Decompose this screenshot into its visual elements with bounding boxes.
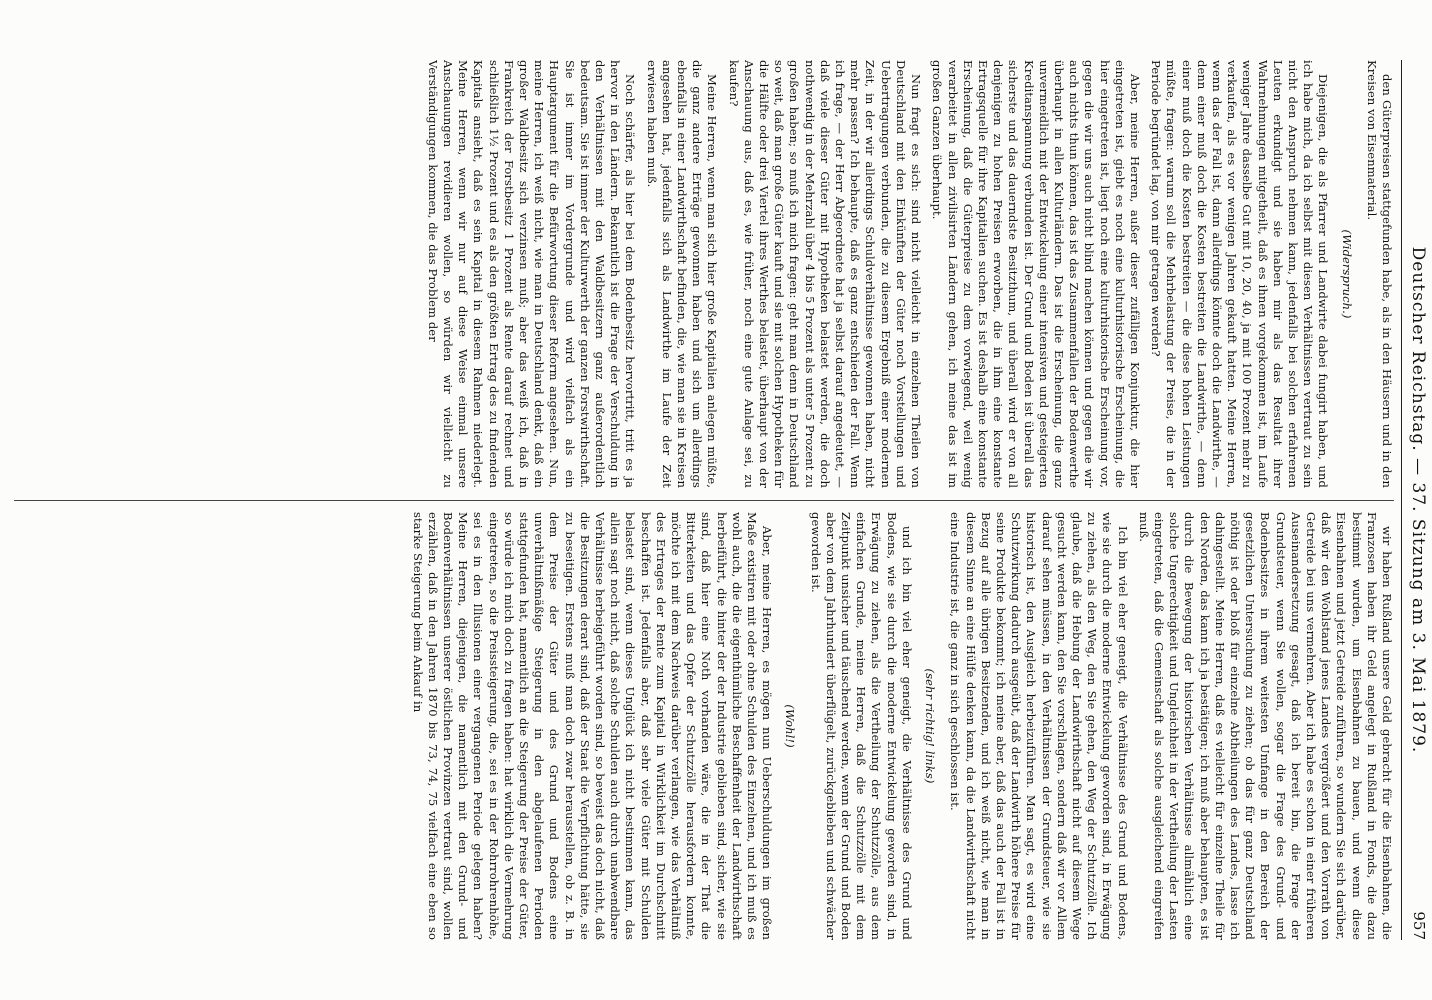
paragraph: und ich bin viel eher geneigt, die Verhältnisse des Grund und Bodens, wie sie durch die moderne Entwickelung geworden sind, in Erwägung zu ziehen, als die Vertheilung der Schutzzölle, aus dem einfachen Grunde, meine Herren, daß die Schutzzölle mit dem Zeitpunkt unsicher und täuschend werden, wenn der Grund und Boden aber von dem Jahrhundert überflügelt, zurückgeblieben und schwächer geworden ist.: [808, 512, 914, 940]
text-columns: [14, 60, 1394, 940]
paragraph: Diejenigen, die als Pfarrer und Landwirte dabei fungirt haben, und ich habe mich, da ich selbst mit diesen Verhältnissen vertraut zu sein nicht den Anspruch nehmen kann, jedenfalls bei solchen erfahrenen Leuten erkundigt und sie haben mir als das Resultat ihrer Wahrnehmungen mitgetheilt, daß es ihnen vorgekommen ist, im Laufe weniger Jahre dasselbe Gut mit 10, 20, 40, ja mit 100 Prozent mehr zu verkaufen, als es vor wenigen Jahren gekauft hatten. Meine Herren, wenn das der Fall ist, dann allerdings könnte doch die Landwirthe, — denn einer muß doch die Kosten bestreiten die Landwirthe, — denn einer muß doch die Kosten bestreiten — die diese hohen Leistungen müßte, fragen: warum soll die Mehrbelastung der Preise, die in der Periode begründet lag, von mir getragen werden?: [1149, 60, 1331, 488]
paragraph: Ich bin viel eher geneigt, die Verhältnisse des Grund und Bodens, wie sie durch die moderne Entwickelung geworden sind, in Erwägung zu ziehen, als den Weg, den Sie gehen, den Weg der Schutzzölle. Ich glaube, daß die Hebung der Landwirthschaft nicht auf diesem Wege gesucht werden kann, den Sie vorschlagen, sondern daß wir vor Allem darauf sehen müssen, in den Verhältnissen der Grundsteuer, wie sie historisch ist, den Ausgleich herbeizuführen. Man sagt, es wird eine Schutzwirkung dadurch ausgeübt, daß der Landwirth höhere Preise für seine Produkte bekommt; ich meine aber, daß das auch der Fall ist in Bezug auf alle übrigen Besitzenden, und ich weiß nicht, wie man in diesem Sinne an eine Hülfe denken kann, da die Landwirthschaft nicht eine Industrie ist, die ganz in sich geschlossen ist.: [948, 512, 1130, 940]
interjection: (Wohl!): [783, 704, 798, 748]
paragraph: Noch schärfer, als hier bei dem Bodenbesitz hervortritt, tritt es ja hervor in den Ländern. Bekanntlich ist die Frage der Verschuldung in den Verhältnissen mit den Waldbesitzern ganz außerordentlich bedeutsam. Sie ist immer der Kulturwerth der ganzen Forstwirthschaft. Sie ist immer im Vordergrunde und wird vielfach als ein Hauptargument für die Befürwortung dieser Reform angesehen. Nun, meine Herren, ich weiß nicht, wie man in Deutschland denkt, daß ein großer Waldbesitz sich verzinsen muß; aber das weiß ich, daß in Frankreich der Forstbesitz 1 Prozent als Rente darauf rechnet und schließlich 1½ Prozent und es als den größten Ertrag des zu findenden Kapitals ansieht, daß es sein Kapital in diesem Rahmen niederlegt. Meine Herren, wenn wir nur auf diese Weise einmal unsere Anschauungen revidieren wollen, so würden wir vielleicht zu Verständigungen kommen, die das Problem der: [425, 60, 638, 488]
running-title: Deutscher Reichstag. — 37. Sitzung am 3. Mai 1879.: [1408, 246, 1428, 754]
interjection: (sehr richtig! links): [923, 668, 938, 784]
left-column: [14, 60, 1394, 488]
right-column: [14, 512, 1394, 940]
paragraph: den Güterpreisen stattgefunden habe, als in den Häusern und in den Kreisen von Eisenmaterial.: [1364, 60, 1394, 488]
interjection: (Widerspruch.): [1339, 229, 1354, 319]
paragraph: Aber, meine Herren, außer dieser zufälligen Konjunktur, die hier eingetreten ist, giebt es noch eine kulturhistorische Erscheinung, die hier eingetreten ist, liegt noch eine kulturhistorische Erscheinung vor, gegen die wir uns auch nicht blind machen können und gegen die wir auch nichts thun können, das ist das Zusammenfallen der Bodenwerthe überhaupt in allen Kulturländern. Das ist die Erscheinung, die ganz unvermeidlich mit der Entwickelung einer intensiven und gesteigerten Kreditanspannung verbunden ist. Der Grund und Boden ist überall das sicherste und das dauerndste Besitzthum, und überall wird er von all denjenigen zu hohen Preisen erworben, die in ihm eine konstante Ertragsquelle für ihre Kapitalien suchen. Es ist deshalb eine konstante Erscheinung, daß die Güterpreise zu dem vorwiegend, weil wenig verarbeitet in allen zivilisirten Ländern gehen, ich meine das ist im großen Ganzen überhaupt.: [930, 60, 1142, 488]
page-number: 957: [1410, 911, 1428, 940]
paragraph: Aber, meine Herren, es mögen nun Ueberschuldungen im großen Maße existiren mit oder ohne Schulden des Einzelnen, und ich muß es wohl auch, die die eigenthümliche Beschaffenheit der Landwirthschaft herbeiführt, die hinter der der Industrie geblieben sind, sicher, wie sie sind, daß hier eine Noth vorhanden wäre, die in der That die Bitterkeiten und das Opfer der Schutzzölle herausfordern konnte, möchte ich mit dem Nachweis darüber verlangen, wie das Verhältniß des Ertrages der Rente zum Kapital in Wirklichkeit im Durchschnitt beschaffen ist. Jedenfalls aber, daß sehr viele Güter mit Schulden belastet sind, wenn dieses Unglück ich nicht bestimmen kann, das allein sagt noch nicht, daß solche Schulden auch durch unabwendbare Verhältnisse herbeigeführt worden sind, so beweist das doch nicht, daß die Besitzungen derart sind, daß der Staat die Verpflichtung hätte, sie zu beseitigen. Erstens muß man doch zwar herausstellen, ob z. B. in dem Preise der Güter und des Grund und Bodens eine unverhältnißmäßige Steigerung in den abgelaufenen Perioden stattgefunden hat, namentlich an die Steigerung der Preise der Güter, so würde ich mich doch zu fragen haben: hat wirklich die Vermehrung eingetreten, so die Preissteigerung, die, sei es in der Rohrrohrenhöhe, sei es in den Illusionen einer vergangenen Periode gelegen haben? Meine Herren, diejenigen, die namentlich mit den Grund- und Bodenverhältnissen unserer östlichen Provinzen vertraut sind, wollen erzählen, daß in den Jahren 1870 bis 73, 74, 75 vielfach eine eben so starke Steigerung beim Ankauf in: [410, 512, 775, 940]
paragraph: wir haben Rußland unsere Geld gebracht für die Eisenbahnen, die Franzosen haben ihr Geld angelegt in Rußland in Fonds, die dazu bestimmt wurden, um Eisenbahnen zu bauen, und wenn diese Eisenbahnen und jetzt Getreide zuführen, so wundern Sie sich darüber, daß wir den Wohlstand jenes Landes vergrößert und den Vorrath von Getreide bei uns vermehren. Aber ich habe es schon in einer früheren Auseinandersetzung gesagt, daß ich bereit bin, die Frage der Grundsteuer, wenn Sie wollen, sogar die Frage des Grund- und Bodenbesitzes in ihrem weitesten Umfange in den Bereich der gesetzlichen Untersuchung zu ziehen; ob das für ganz Deutschland nöthig ist oder bloß für einzelne Abtheilungen des Landes, lasse ich dahingestellt. Meine Herren, daß es vielleicht für einzelne Theile für den Norden, das kann ich ja bestätigen; ich muß aber behaupten, es ist durch die Bewegung der historischen Verhältnisse allmählich eine solche Ungerechtigkeit und Ungleichheit in der Vertheilung der Lasten eingetreten, daß die Gemeinschaft als solche ausgleichend eingreifen muß.: [1136, 512, 1394, 940]
paragraph: Nun fragt es sich: sind nicht vielleicht in einzelnen Theilen von Deutschland mit den Einkünften der Güter noch Vorstellungen und Uebertragungen verbunden, die zu diesem Ergebniß einer modernen Zeit, in der wir allerdings Schuldverhältnisse gewonnen haben, nicht mehr passen? Ich behaupte, daß es ganz entschieden der Fall. Wenn ich frage, — der Herr Abgeordnete hat ja selbst darauf angedeutet, — daß viele dieser Güter mit Hypotheken belastet werden, die doch nothwendig in der Mehrzahl über 4 bis 5 Prozent als unter 5 Prozent zu großen haben; so muß ich mich fragen: geht man denn in Deutschland so weit, daß man große Güter kauft und sie mit solchen Hypotheken für die Hälfte oder drei Viertel ihres Werthes belastet, überhaupt von der Anschauung aus, daß es, wie früher, noch eine gute Anlage sei, zu kaufen?: [726, 60, 924, 488]
column-divider: [14, 500, 1394, 501]
paragraph: Meine Herren, wenn man sich hier große Kapitalien anlegen müßte, die ganz andere Erträge gewonnen haben und sich um allerdings ebenfalls in einer Landwirthschaft befinden, die, wie man sie in Kreisen angesehen hat, jedenfalls sich als Landwirthe im Laufe der Zeit erwiesen haben muß.: [644, 60, 720, 488]
page-header: [1401, 60, 1432, 940]
